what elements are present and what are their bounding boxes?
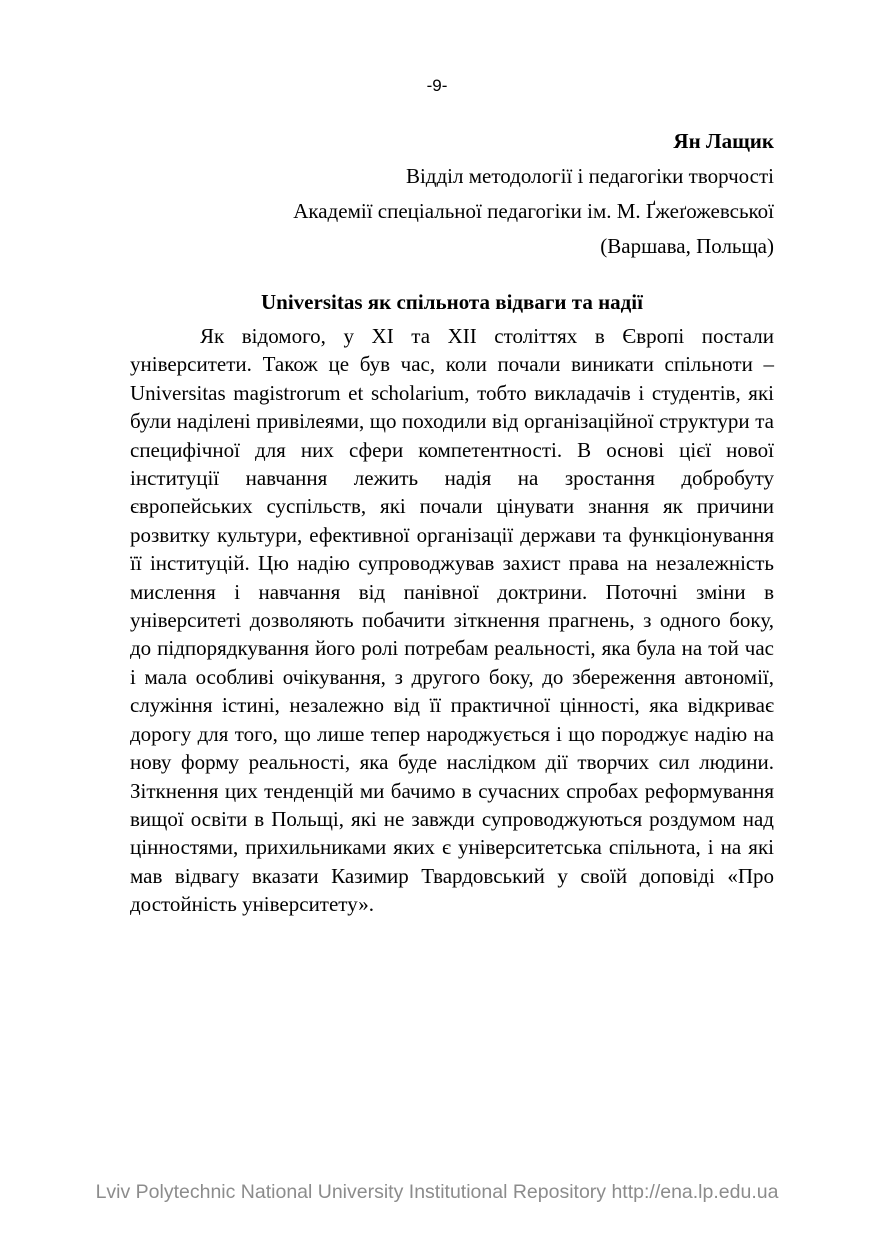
author-block bbox=[114, 124, 774, 264]
author-location: (Варшава, Польща) bbox=[600, 234, 774, 258]
article-paragraph: Як відомого, у XI та XII століттях в Європі постали університети. Також це був час, коли почали виникати спільноти – Universitas magistrorum et scholarium, тобто викладачів і студентів, які були наділені привілеями, що походили від організаційної структури та специфічної для них сфери компетентності. В основі цієї нової інституції навчання лежить надія на зростання добробуту європейських суспільств, які почали цінувати знання як причини розвитку культури, ефективної організації держави та функціонування її інституцій. Цю надію супроводжував захист права на незалежність мислення і навчання від панівної доктрини. Поточні зміни в університеті дозволяють побачити зіткнення прагнень, з одного боку, до підпорядкування його ролі потребам реальності, яка була на той час і мала особливі очікування, з другого боку, до збереження автономії, служіння істині, незалежно від її практичної цінності, яка відкриває дорогу для того, що лише тепер народжується і що породжує надію на нову форму реальності, яка буде наслідком дії творчих сил людини. Зіткнення цих тенденцій ми бачимо в сучасних спробах реформування вищої освіти в Польщі, які не завжди супроводжуються роздумом над цінностями, прихильниками яких є університетська спільнота, і на які мав відвагу вказати Казимир Твардовський у своїй доповіді «Про достойність університету». bbox=[130, 324, 774, 917]
author-academy: Академії спеціальної педагогіки ім. М. Ґжеґожевської bbox=[293, 199, 774, 223]
repository-footer: Lviv Polytechnic National University Institutional Repository http://ena.lp.edu.ua bbox=[95, 1181, 779, 1203]
author-name: Ян Лащик bbox=[673, 129, 774, 153]
page-number: -9- bbox=[426, 76, 448, 95]
author-department: Відділ методології і педагогіки творчості bbox=[405, 164, 774, 188]
article-title: Universitas як спільнота відваги та надії bbox=[261, 290, 643, 314]
